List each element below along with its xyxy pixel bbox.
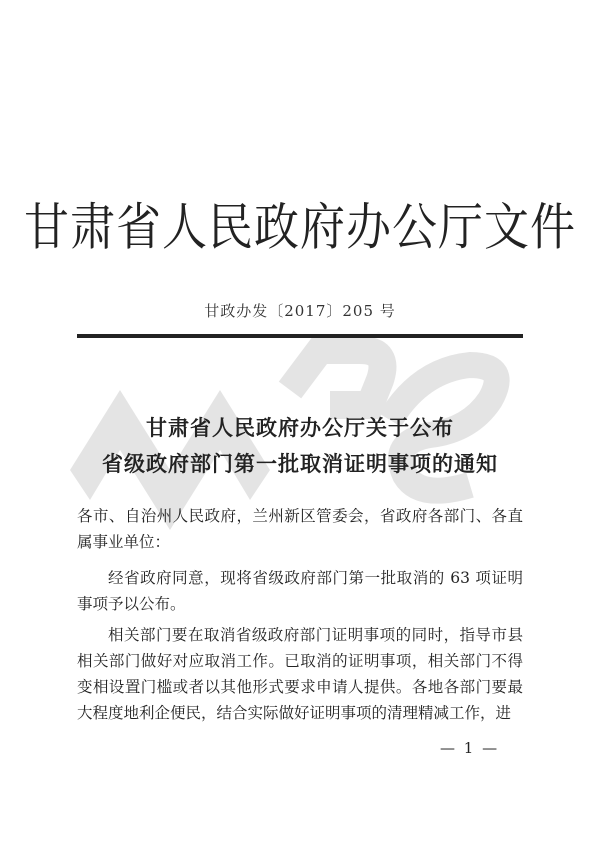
page-number: — 1 — [440,739,500,757]
body-paragraph-1 [77,565,523,617]
header-divider-rule [77,334,523,338]
notice-title-line2: 省级政府部门第一批取消证明事项的通知 [102,451,498,476]
addressee-text: 各市、自治州人民政府，兰州新区管委会，省政府各部门、各直属事业单位： [77,507,523,551]
body-paragraph-2 [77,622,523,726]
addressee-paragraph [77,503,523,555]
document-header-title: 甘肃省人民政府办公厅文件 [23,197,576,257]
paragraph-1-text: 经省政府同意，现将省级政府部门第一批取消的 63 项证明事项予以公布。 [77,569,523,613]
document-number: 甘政办发〔2017〕205 号 [204,302,396,320]
paragraph-2-text: 相关部门要在取消省级政府部门证明事项的同时，指导市县相关部门做好对应取消工作。已取消的证明事项，相关部门不得变相设置门槛或者以其他形式要求申请人提供。各地各部门要最大程度地利企便民，结合实际做好证明事项的清理精减工作，进 [77,626,523,722]
notice-title-line1: 甘肃省人民政府办公厅关于公布 [146,415,454,440]
